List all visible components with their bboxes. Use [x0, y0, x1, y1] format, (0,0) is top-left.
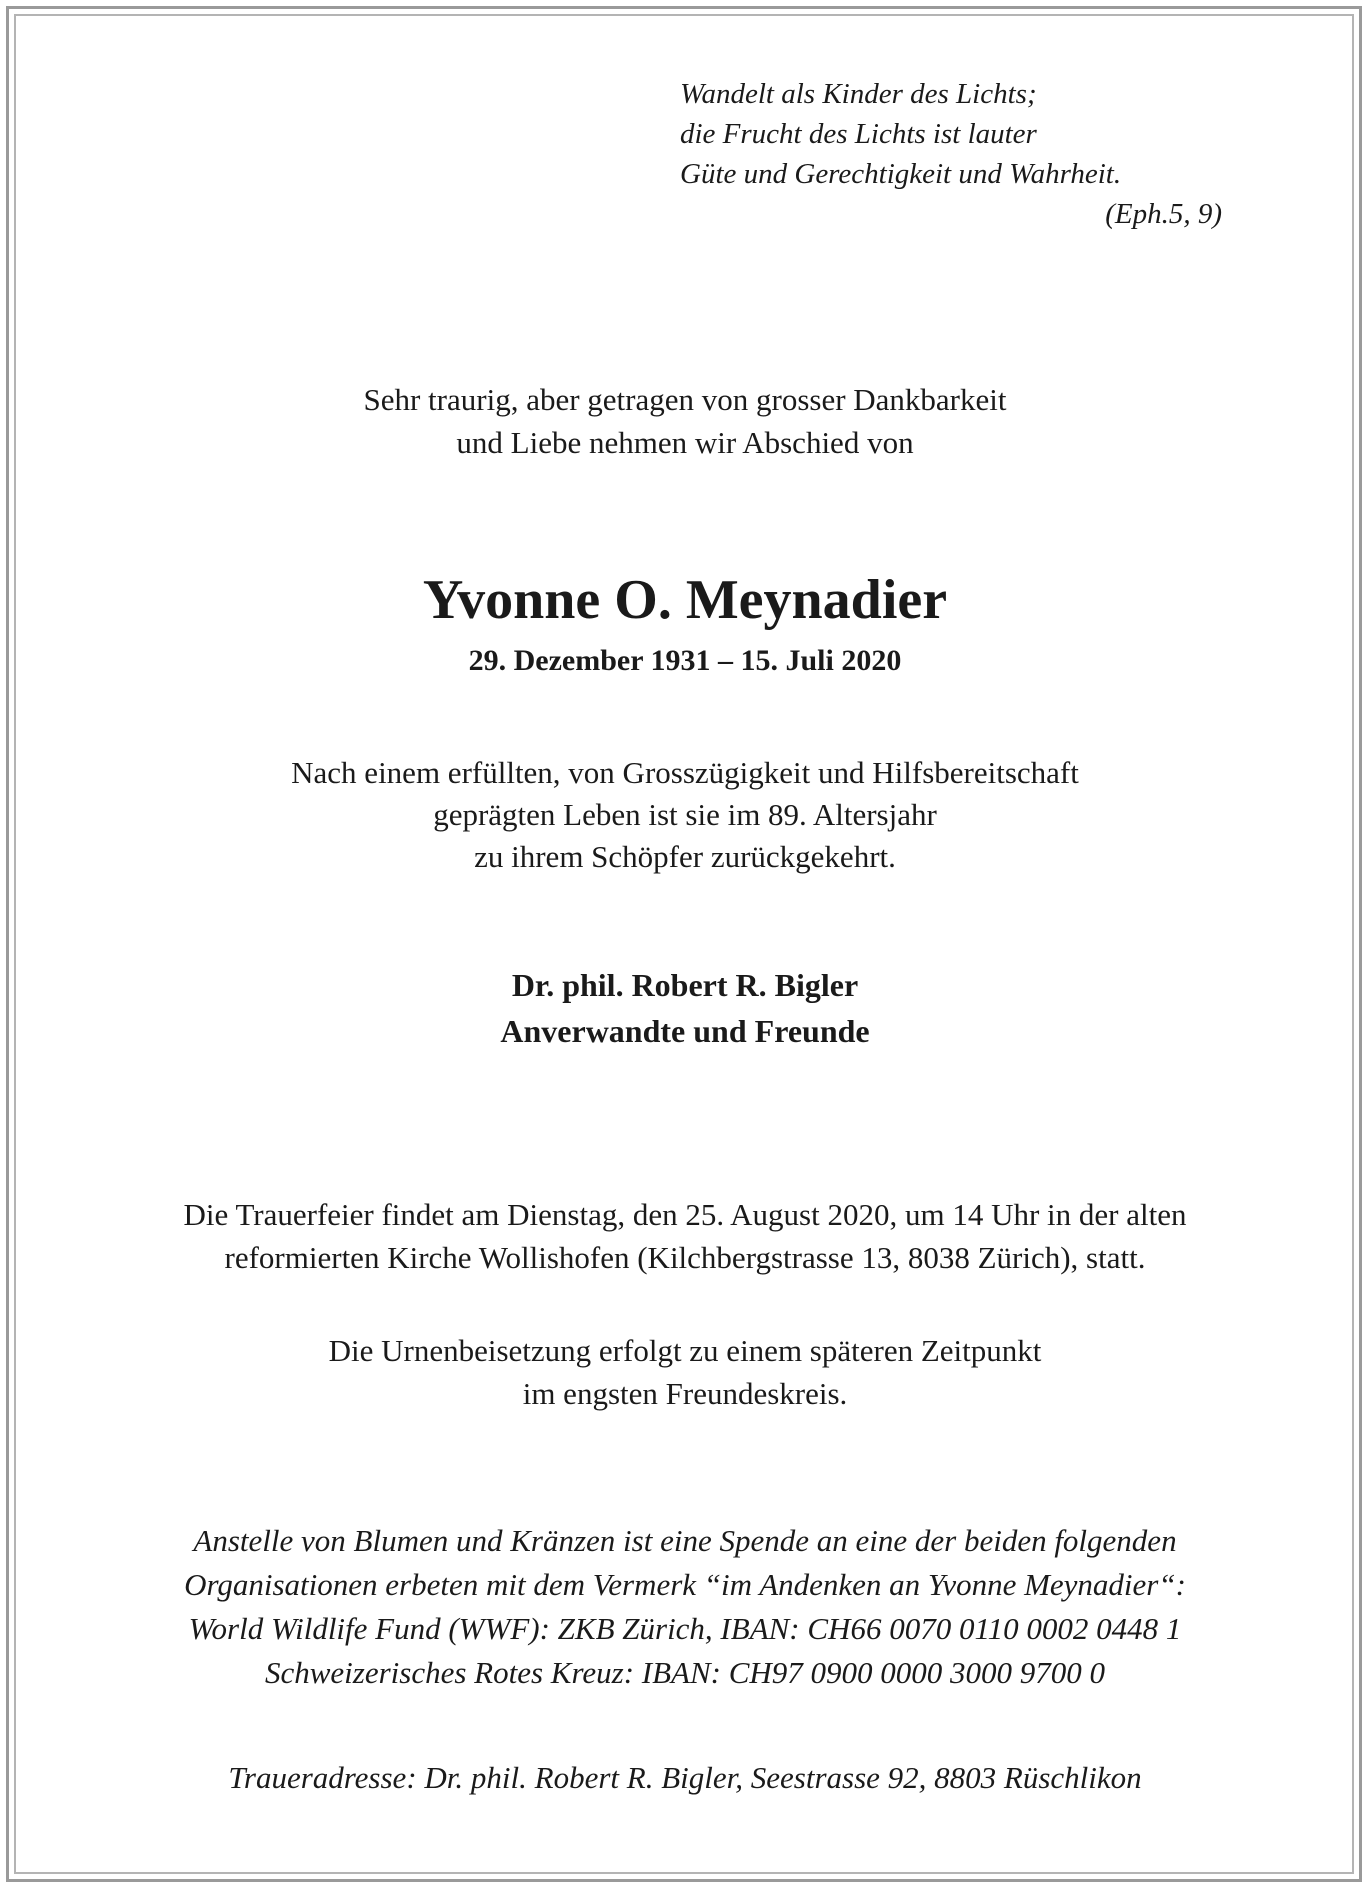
donation-line: Anstelle von Blumen und Kränzen ist eine Spende an eine der beiden folgenden [193, 1523, 1177, 1558]
service-line: reformierten Kirche Wollishofen (Kilchbergstrasse 13, 8038 Zürich), statt. [224, 1240, 1146, 1275]
intro-text [0, 378, 1370, 464]
intro-line: Sehr traurig, aber getragen von grosser Dankbarkeit [363, 382, 1007, 417]
life-line: zu ihrem Schöpfer zurückgekehrt. [474, 839, 896, 874]
donation-line: Organisationen erbeten mit dem Vermerk “im Andenken an Yvonne Meynadier“: [184, 1567, 1186, 1602]
donation-line: World Wildlife Fund (WWF): ZKB Zürich, IBAN: CH66 0070 0110 0002 0448 1 [188, 1611, 1182, 1646]
life-dates: 29. Dezember 1931 – 15. Juli 2020 [468, 644, 902, 677]
verse-reference: (Eph.5, 9) [1105, 198, 1222, 230]
verse-line: die Frucht des Lichts ist lauter [680, 118, 1037, 150]
urn-burial-info [0, 1329, 1370, 1415]
life-summary [0, 752, 1370, 878]
mourner-line: Anverwandte und Freunde [500, 1013, 870, 1049]
life-line: Nach einem erfüllten, von Grosszügigkeit und Hilfsbereitschaft [291, 755, 1079, 790]
urn-line: Die Urnenbeisetzung erfolgt zu einem späteren Zeitpunkt [328, 1333, 1042, 1368]
funeral-service-info [0, 1193, 1370, 1279]
mourning-address: Traueradresse: Dr. phil. Robert R. Bigler, Seestrasse 92, 8803 Rüschlikon [228, 1760, 1142, 1795]
mourners [0, 962, 1370, 1054]
bible-verse [680, 74, 1240, 234]
donation-line: Schweizerisches Rotes Kreuz: IBAN: CH97 0900 0000 3000 9700 0 [264, 1655, 1106, 1690]
donation-request [0, 1519, 1370, 1695]
urn-line: im engsten Freundeskreis. [522, 1376, 848, 1411]
mourner-line: Dr. phil. Robert R. Bigler [511, 967, 859, 1003]
life-line: geprägten Leben ist sie im 89. Altersjahr [433, 797, 937, 832]
service-line: Die Trauerfeier findet am Dienstag, den 25. August 2020, um 14 Uhr in der alten [183, 1197, 1187, 1232]
deceased-name: Yvonne O. Meynadier [422, 569, 948, 631]
intro-line: und Liebe nehmen wir Abschied von [456, 425, 914, 460]
verse-line: Güte und Gerechtigkeit und Wahrheit. [680, 158, 1122, 190]
verse-line: Wandelt als Kinder des Lichts; [680, 78, 1037, 110]
